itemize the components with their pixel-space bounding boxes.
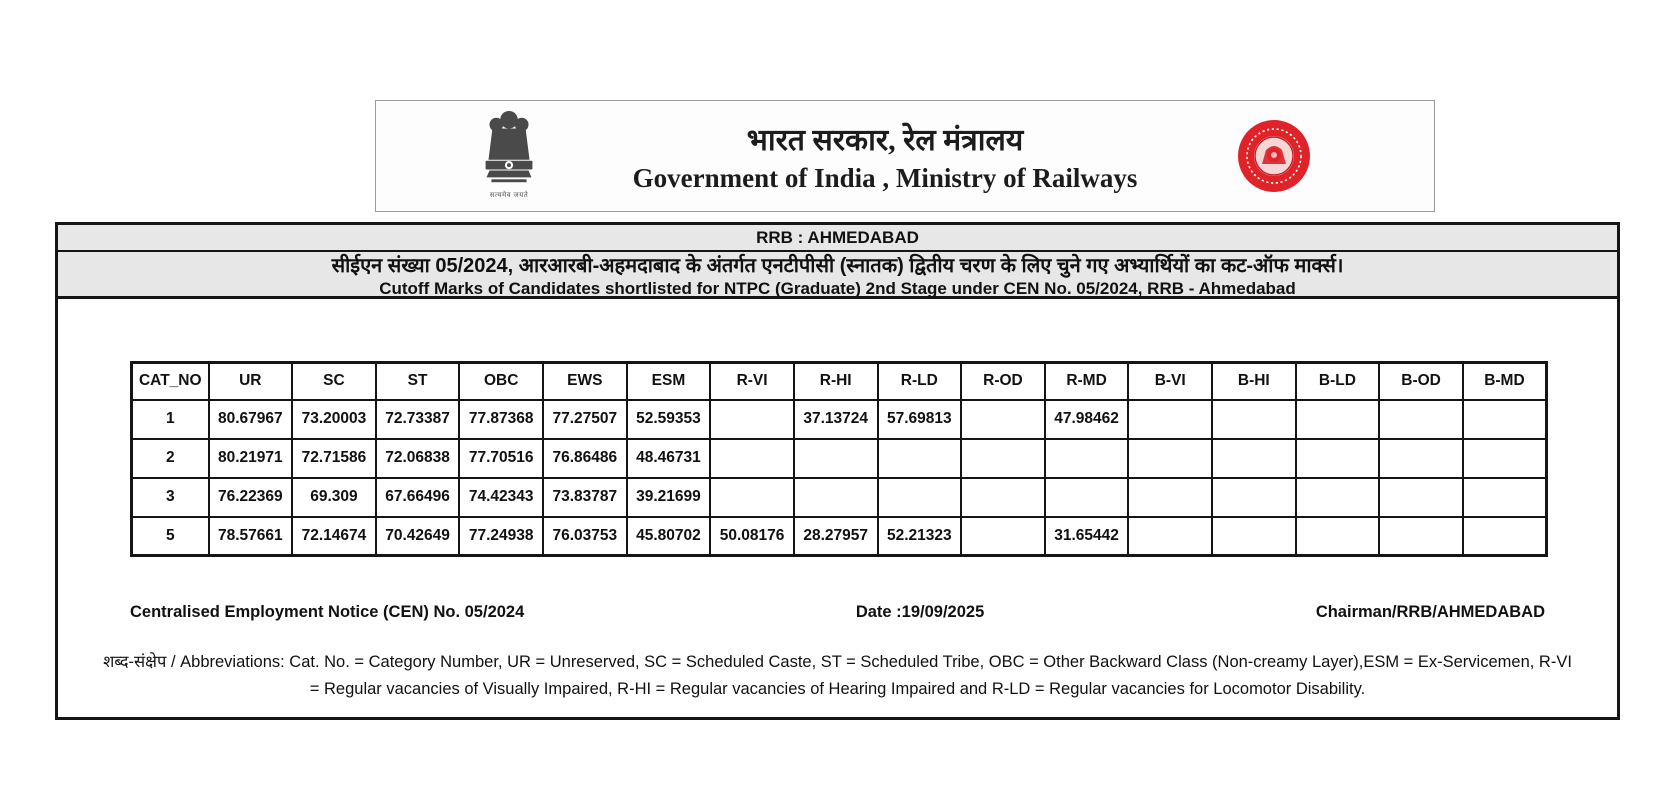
table-cell <box>1463 400 1547 439</box>
table-cell: 77.87368 <box>459 400 543 439</box>
table-cell: 80.21971 <box>209 439 293 478</box>
board-title: RRB : AHMEDABAD <box>58 225 1617 252</box>
table-cell <box>961 400 1045 439</box>
table-cell: 72.14674 <box>292 517 376 556</box>
column-header: CAT_NO <box>132 363 209 400</box>
ashoka-emblem-icon <box>476 109 542 205</box>
column-header: R-LD <box>878 363 962 400</box>
table-cell <box>710 400 794 439</box>
column-header: R-VI <box>710 363 794 400</box>
column-header: B-HI <box>1212 363 1296 400</box>
cutoff-marks-table <box>130 361 1548 557</box>
table-cell: 73.83787 <box>543 478 627 517</box>
table-cell: 31.65442 <box>1045 517 1129 556</box>
table-cell <box>1128 478 1212 517</box>
table-cell: 72.06838 <box>376 439 460 478</box>
column-header: UR <box>209 363 293 400</box>
letterhead <box>375 100 1435 212</box>
table-cell <box>794 478 878 517</box>
table-cell <box>1296 439 1380 478</box>
table-cell: 48.46731 <box>627 439 711 478</box>
notice-title-block <box>58 252 1617 299</box>
table-cell: 52.59353 <box>627 400 711 439</box>
table-cell: 76.86486 <box>543 439 627 478</box>
indian-railways-logo-icon <box>1236 118 1312 194</box>
table-cell: 1 <box>132 400 209 439</box>
table-cell <box>961 439 1045 478</box>
table-cell: 74.42343 <box>459 478 543 517</box>
table-cell <box>1463 439 1547 478</box>
table-cell <box>961 517 1045 556</box>
table-cell <box>1212 439 1296 478</box>
table-cell <box>1463 517 1547 556</box>
column-header: ST <box>376 363 460 400</box>
table-row <box>132 439 1547 478</box>
table-row <box>132 517 1547 556</box>
column-header: SC <box>292 363 376 400</box>
table-cell: 78.57661 <box>209 517 293 556</box>
table-cell <box>1045 478 1129 517</box>
table-cell <box>1463 478 1547 517</box>
table-cell: 52.21323 <box>878 517 962 556</box>
table-cell: 5 <box>132 517 209 556</box>
table-cell: 69.309 <box>292 478 376 517</box>
table-cell <box>710 478 794 517</box>
abbreviations-line-1: शब्द-संक्षेप / Abbreviations: Cat. No. = Category Number, UR = Unreserved, SC = Scheduled Caste, ST = Scheduled Tribe, OBC = Other Backward Class (Non-creamy Layer),ESM = Ex-Servicemen, R-VI <box>103 653 1572 671</box>
table-cell: 28.27957 <box>794 517 878 556</box>
table-cell <box>1128 400 1212 439</box>
column-header: B-LD <box>1296 363 1380 400</box>
table-cell <box>794 439 878 478</box>
column-header: B-OD <box>1379 363 1463 400</box>
table-cell: 57.69813 <box>878 400 962 439</box>
table-cell <box>878 439 962 478</box>
table-header-row <box>132 363 1547 400</box>
table-cell: 76.03753 <box>543 517 627 556</box>
table-cell <box>1128 439 1212 478</box>
table-cell: 45.80702 <box>627 517 711 556</box>
table-cell: 37.13724 <box>794 400 878 439</box>
ministry-title-hindi: भारत सरकार, रेल मंत्रालय <box>746 124 1024 157</box>
notice-footer <box>130 603 1545 622</box>
cen-notice-label: Centralised Employment Notice (CEN) No. 05/2024 <box>130 603 525 621</box>
column-header: OBC <box>459 363 543 400</box>
column-header: ESM <box>627 363 711 400</box>
table-cell <box>1379 400 1463 439</box>
table-cell <box>710 439 794 478</box>
notice-title-hindi: सीईएन संख्या 05/2024, आरआरबी-अहमदाबाद के अंतर्गत एनटीपीसी (स्नातक) द्वितीय चरण के लिए चुने गए अभ्यार्थियों का कट-ऑफ मार्क्स। <box>331 255 1344 277</box>
column-header: B-VI <box>1128 363 1212 400</box>
table-cell: 39.21699 <box>627 478 711 517</box>
letterhead-titles <box>556 101 1214 211</box>
column-header: B-MD <box>1463 363 1547 400</box>
table-cell <box>1379 478 1463 517</box>
ministry-title-english: Government of India , Ministry of Railways <box>632 163 1138 193</box>
table-row <box>132 400 1547 439</box>
table-cell: 50.08176 <box>710 517 794 556</box>
table-cell <box>1296 478 1380 517</box>
table-cell <box>961 478 1045 517</box>
table-cell <box>1379 439 1463 478</box>
table-cell: 76.22369 <box>209 478 293 517</box>
table-cell: 72.71586 <box>292 439 376 478</box>
table-cell: 2 <box>132 439 209 478</box>
column-header: R-HI <box>794 363 878 400</box>
table-cell: 80.67967 <box>209 400 293 439</box>
table-cell: 72.73387 <box>376 400 460 439</box>
table-cell: 3 <box>132 478 209 517</box>
table-cell <box>1296 517 1380 556</box>
table-cell <box>878 478 962 517</box>
table-cell: 77.70516 <box>459 439 543 478</box>
table-cell <box>1128 517 1212 556</box>
notice-title-english: Cutoff Marks of Candidates shortlisted for NTPC (Graduate) 2nd Stage under CEN No. 05/2024, RRB - Ahmedabad <box>379 279 1296 298</box>
emblem-motto: सत्यमेव जयते <box>489 192 529 199</box>
table-cell: 77.27507 <box>543 400 627 439</box>
abbreviations-line-2: = Regular vacancies of Visually Impaired, R-HI = Regular vacancies of Hearing Impaired and R-LD = Regular vacancies for Locomotor Disability. <box>309 680 1366 698</box>
column-header: EWS <box>543 363 627 400</box>
cutoff-table-container <box>130 361 1548 557</box>
table-cell: 77.24938 <box>459 517 543 556</box>
table-row <box>132 478 1547 517</box>
table-cell: 67.66496 <box>376 478 460 517</box>
column-header: R-MD <box>1045 363 1129 400</box>
table-cell: 47.98462 <box>1045 400 1129 439</box>
signatory-label: Chairman/RRB/AHMEDABAD <box>1315 603 1545 621</box>
table-cell <box>1212 400 1296 439</box>
table-cell <box>1379 517 1463 556</box>
table-cell <box>1212 478 1296 517</box>
notice-date: Date :19/09/2025 <box>855 603 985 621</box>
abbreviations-note <box>98 649 1577 703</box>
table-cell <box>1045 439 1129 478</box>
table-cell <box>1212 517 1296 556</box>
table-cell: 73.20003 <box>292 400 376 439</box>
notice-body <box>55 222 1620 720</box>
table-cell: 70.42649 <box>376 517 460 556</box>
column-header: R-OD <box>961 363 1045 400</box>
table-cell <box>1296 400 1380 439</box>
